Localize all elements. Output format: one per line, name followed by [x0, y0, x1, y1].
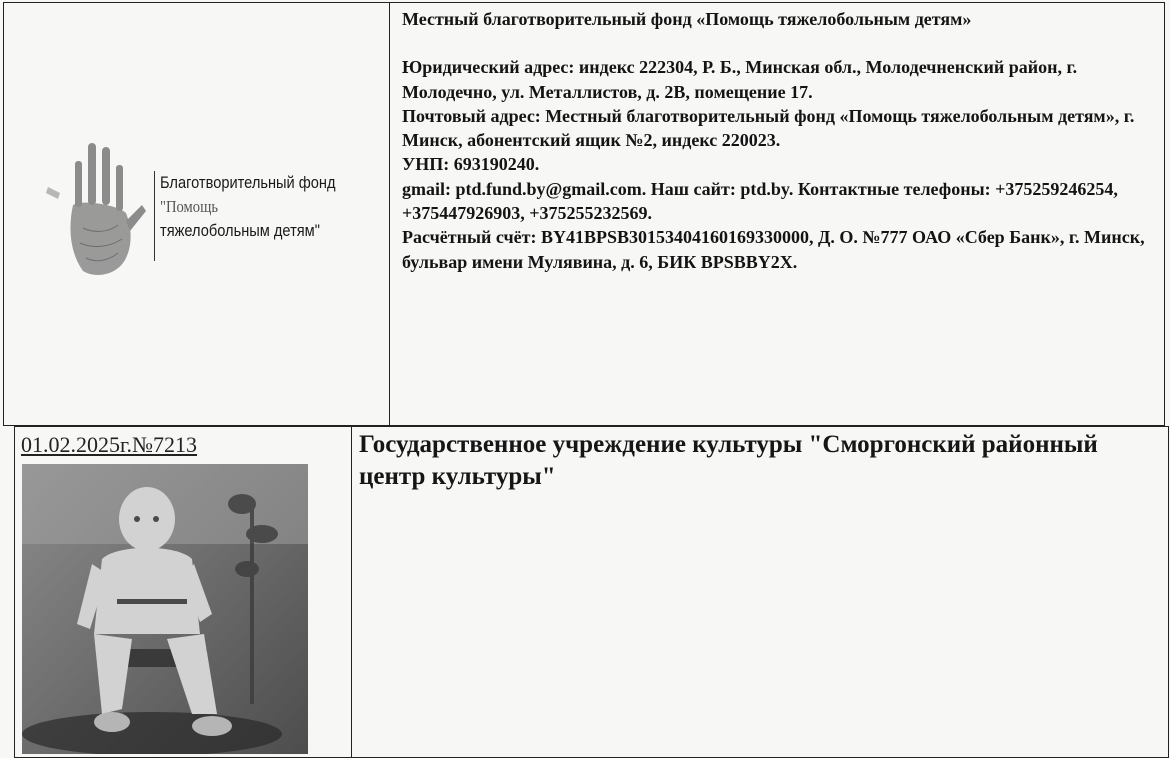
recipient: Государственное учреждение культуры "Сморгонский районный центр культуры"	[359, 431, 1098, 490]
document-number: 01.02.2025г.№7213	[21, 432, 198, 457]
logo-line-3: тяжелобольным детям"	[160, 221, 320, 240]
logo-line-1: Благотворительный фонд	[160, 173, 336, 192]
postal-address: Почтовый адрес: Местный благотворительный фонд «Помощь тяжелобольным детям», г. Минск, абонентский ящик №2, индекс 220023.	[402, 105, 1135, 151]
hand-print-icon	[38, 133, 148, 278]
logo-text	[160, 171, 349, 243]
child-photo	[22, 464, 308, 754]
letterhead-table	[3, 2, 1165, 426]
logo-divider	[154, 171, 155, 261]
logo-cell	[4, 3, 389, 425]
contacts: gmail: ptd.fund.by@gmail.com. Наш сайт: ptd.by. Контактные телефоны: +375259246254, +375447926903, +375255232569.	[402, 178, 1118, 224]
column-divider-bottom	[351, 427, 352, 757]
column-divider	[389, 3, 390, 425]
logo-line-2: "Помощь	[160, 197, 219, 216]
fund-details	[402, 7, 1162, 274]
addressee-table	[14, 426, 1169, 758]
fund-name: Местный благотворительный фонд «Помощь тяжелобольным детям»	[402, 9, 972, 29]
bank-account: Расчётный счёт: BY41BPSB30153404160169330000, Д. О. №777 ОАО «Сбер Банк», г. Минск, бульвар имени Мулявина, д. 6, БИК BPSBBY2X.	[402, 227, 1145, 272]
legal-address: Юридический адрес: индекс 222304, Р. Б., Минская обл., Молодечненский район, г. Молодечно, ул. Металлистов, д. 2В, помещение 17.	[402, 57, 1078, 102]
unp: УНП: 693190240.	[402, 154, 540, 175]
